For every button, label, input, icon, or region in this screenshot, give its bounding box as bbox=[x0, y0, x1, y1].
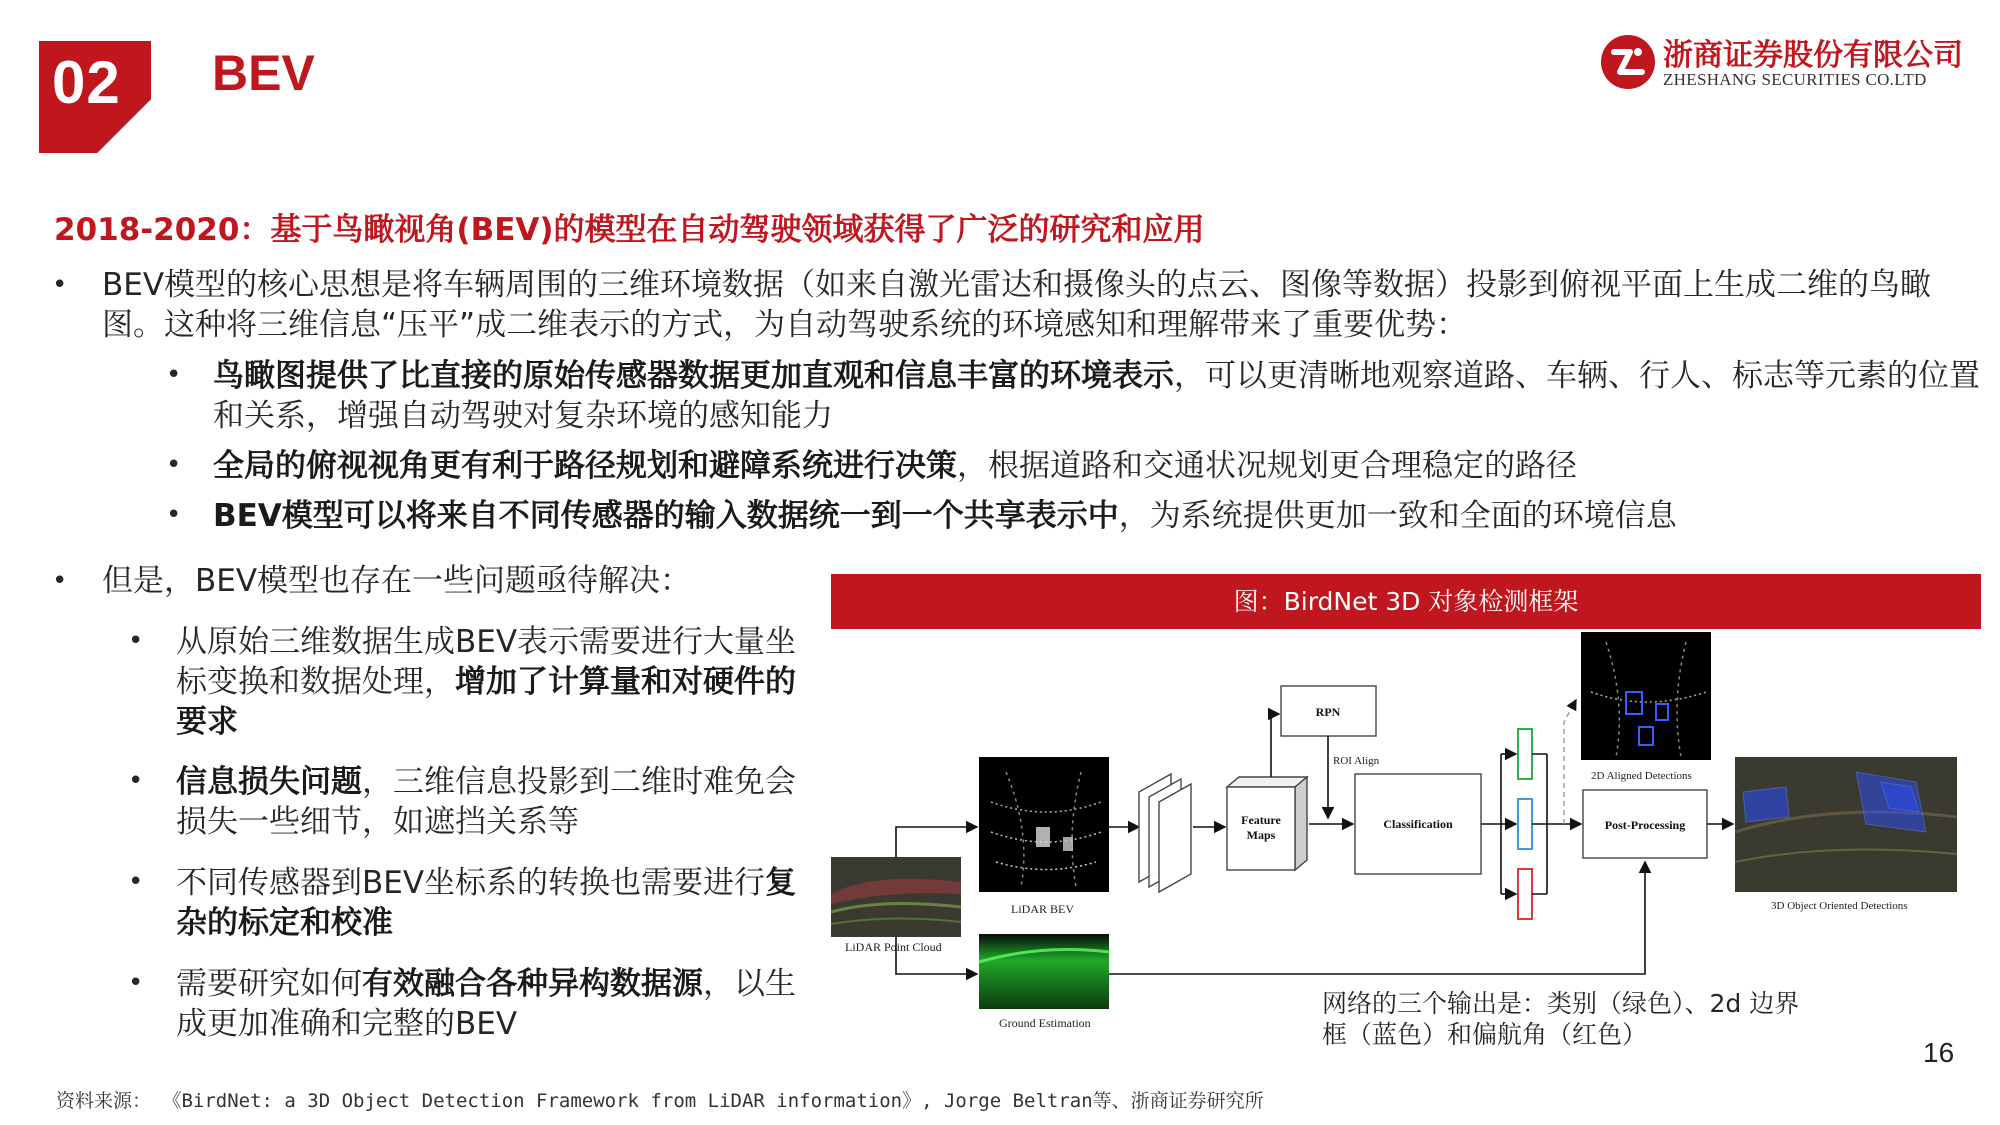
label-lidar-point-cloud: LiDAR Point Cloud bbox=[845, 940, 942, 954]
issue-item bbox=[176, 863, 801, 943]
slide-headline: 2018-2020：基于鸟瞰视角(BEV)的模型在自动驾驶领域获得了广泛的研究和应用 bbox=[54, 212, 1205, 248]
label-feature-maps-2: Maps bbox=[1246, 828, 1276, 842]
issue-text: ，三维信息投影到二维时难免会损失一些细节，如遮挡关系等 bbox=[176, 764, 796, 840]
bullet-dot: • bbox=[166, 360, 182, 390]
cnn-layer-stack bbox=[1139, 774, 1191, 892]
source-citation: 资料来源： 《BirdNet: a 3D Object Detection Framework from LiDAR information》, Jorge Beltran等、浙商证券研究所 bbox=[56, 1090, 1264, 1112]
issue-text: 从原始三维数据生成BEV表示需要进行大量坐标变换和数据处理， bbox=[176, 624, 797, 700]
advantage-bold: BEV模型可以将来自不同传感器的输入数据统一到一个共享表示中 bbox=[213, 498, 1119, 534]
advantage-item bbox=[213, 356, 1993, 436]
figure-title: 图：BirdNet 3D 对象检测框架 bbox=[1233, 587, 1579, 616]
lidar-point-cloud-image bbox=[831, 857, 961, 937]
ground-estimation-image bbox=[979, 934, 1109, 1009]
issue-item bbox=[176, 622, 801, 742]
page-title: BEV bbox=[212, 45, 315, 101]
bullet-dot: • bbox=[52, 566, 68, 596]
issue-bold: 有效融合各种异构数据源 bbox=[362, 966, 703, 1002]
issue-item bbox=[176, 964, 801, 1044]
advantage-rest: ，可以更清晰地观察道路、车辆、行人、标志等元素的位置和关系，增强自动驾驶对复杂环境的感知能力 bbox=[213, 358, 1980, 434]
issue-bold: 增加了计算量和对硬件的要求 bbox=[176, 664, 796, 740]
figure-caption: 网络的三个输出是：类别（绿色）、2d 边界框（蓝色）和偏航角（红色） bbox=[1322, 989, 1800, 1049]
oriented-3d-detections-image bbox=[1735, 757, 1957, 892]
issue-text: 不同传感器到BEV坐标系的转换也需要进行 bbox=[176, 865, 766, 901]
output-bbox-bar bbox=[1518, 799, 1532, 849]
bullet-dot: • bbox=[52, 270, 68, 300]
advantage-rest: ，根据道路和交通状况规划更合理稳定的路径 bbox=[957, 448, 1577, 484]
lidar-bev-image bbox=[979, 757, 1109, 892]
issue-bold: 复杂的标定和校准 bbox=[176, 865, 797, 941]
bullet-dot: • bbox=[128, 626, 144, 656]
label-lidar-bev: LiDAR BEV bbox=[1011, 902, 1074, 916]
aligned-2d-detections-image bbox=[1581, 632, 1711, 760]
bullet-dot: • bbox=[128, 766, 144, 796]
advantage-item bbox=[213, 446, 1993, 486]
bullet-dot: • bbox=[166, 450, 182, 480]
issue-item bbox=[176, 762, 801, 842]
bullet-dot: • bbox=[128, 867, 144, 897]
company-name-cn: 浙商证券股份有限公司 bbox=[1663, 38, 1963, 73]
output-yaw-bar bbox=[1518, 869, 1532, 919]
advantage-bold: 全局的俯视视角更有利于路径规划和避障系统进行决策 bbox=[213, 448, 957, 484]
issue-text: ，以生成更加准确和完整的BEV bbox=[176, 966, 796, 1042]
advantage-item bbox=[213, 496, 1993, 536]
advantage-bold: 鸟瞰图提供了比直接的原始传感器数据更加直观和信息丰富的环境表示 bbox=[213, 358, 1174, 394]
section-number: 02 bbox=[52, 49, 121, 116]
bullet-dot: • bbox=[166, 500, 182, 530]
label-ground-estimation: Ground Estimation bbox=[999, 1016, 1091, 1030]
label-oriented-3d: 3D Object Oriented Detections bbox=[1771, 900, 1908, 912]
issue-bold: 信息损失问题 bbox=[176, 764, 362, 800]
output-class-bar bbox=[1518, 729, 1532, 779]
intro-paragraph: BEV模型的核心思想是将车辆周围的三维环境数据（如来自激光雷达和摄像头的点云、图像等数据）投影到俯视平面上生成二维的鸟瞰图。这种将三维信息“压平”成二维表示的方式，为自动驾驶系统的环境感知和理解带来了重要优势： bbox=[102, 267, 1932, 343]
label-feature-maps-1: Feature bbox=[1241, 813, 1281, 827]
issues-intro: 但是，BEV模型也存在一些问题亟待解决： bbox=[102, 563, 692, 599]
page-number: 16 bbox=[1923, 1037, 1955, 1068]
label-aligned-2d: 2D Aligned Detections bbox=[1591, 770, 1692, 782]
issue-text: 需要研究如何 bbox=[176, 966, 362, 1002]
advantage-rest: ，为系统提供更加一致和全面的环境信息 bbox=[1118, 498, 1677, 534]
company-name-en: ZHESHANG SECURITIES CO.LTD bbox=[1663, 70, 1927, 89]
bullet-dot: • bbox=[128, 968, 144, 998]
label-roi-align: ROI Align bbox=[1333, 755, 1380, 767]
company-logo-icon bbox=[1600, 34, 1656, 90]
label-classification: Classification bbox=[1383, 817, 1453, 831]
label-post-processing: Post-Processing bbox=[1604, 818, 1686, 832]
label-rpn: RPN bbox=[1315, 705, 1341, 719]
